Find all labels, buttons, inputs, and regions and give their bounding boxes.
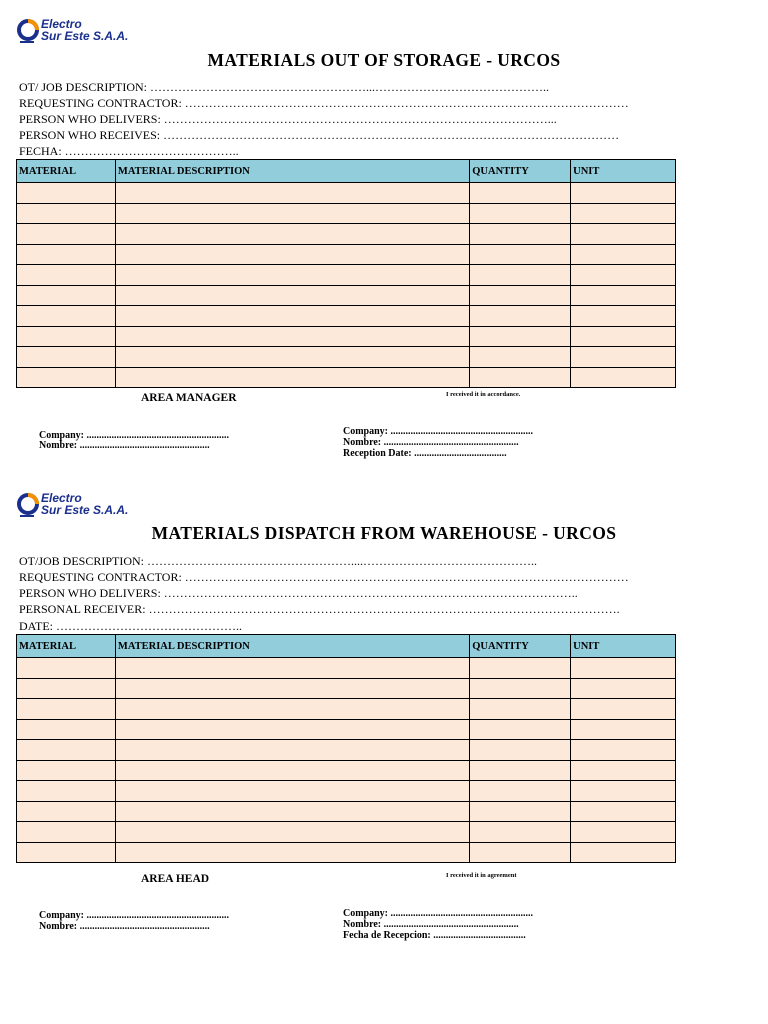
field-date: DATE: ……………………………………….. xyxy=(19,619,242,633)
cell-description[interactable] xyxy=(115,678,469,699)
cell-description[interactable] xyxy=(115,842,469,863)
cell-quantity[interactable] xyxy=(470,244,571,265)
column-header-description: MATERIAL DESCRIPTION xyxy=(115,635,469,658)
cell-unit[interactable] xyxy=(571,719,676,740)
cell-description[interactable] xyxy=(115,367,469,388)
signature-area-head: AREA HEAD xyxy=(141,873,210,885)
electro-logo-icon xyxy=(17,17,39,45)
cell-unit[interactable] xyxy=(571,822,676,843)
table-body xyxy=(17,658,676,863)
cell-quantity[interactable] xyxy=(470,842,571,863)
cell-unit[interactable] xyxy=(571,699,676,720)
cell-description[interactable] xyxy=(115,760,469,781)
table-row xyxy=(17,367,676,388)
cell-material[interactable] xyxy=(17,678,116,699)
cell-material[interactable] xyxy=(17,265,116,286)
cell-quantity[interactable] xyxy=(470,203,571,224)
cell-material[interactable] xyxy=(17,326,116,347)
cell-material[interactable] xyxy=(17,203,116,224)
cell-quantity[interactable] xyxy=(470,183,571,204)
cell-unit[interactable] xyxy=(571,678,676,699)
table-row xyxy=(17,822,676,843)
logo-line-2: Sur Este S.A.A. xyxy=(41,29,129,43)
cell-description[interactable] xyxy=(115,781,469,802)
column-header-unit: UNIT xyxy=(571,635,676,658)
logo-line-1: Electro xyxy=(41,17,82,31)
table-row xyxy=(17,781,676,802)
cell-unit[interactable] xyxy=(571,842,676,863)
cell-description[interactable] xyxy=(115,699,469,720)
cell-description[interactable] xyxy=(115,306,469,327)
right-name-line: Nombre: ...................................................... xyxy=(343,919,519,930)
table-header-row xyxy=(17,635,676,658)
cell-material[interactable] xyxy=(17,801,116,822)
cell-unit[interactable] xyxy=(571,760,676,781)
left-company-line: Company: ......................................................... xyxy=(39,910,230,921)
company-name xyxy=(41,18,128,42)
column-header-material: MATERIAL xyxy=(17,160,116,183)
cell-description[interactable] xyxy=(115,801,469,822)
cell-material[interactable] xyxy=(17,699,116,720)
cell-description[interactable] xyxy=(115,224,469,245)
table-row xyxy=(17,183,676,204)
cell-material[interactable] xyxy=(17,285,116,306)
cell-material[interactable] xyxy=(17,760,116,781)
table-row xyxy=(17,244,676,265)
cell-material[interactable] xyxy=(17,781,116,802)
cell-description[interactable] xyxy=(115,183,469,204)
table-row xyxy=(17,740,676,761)
form-title: MATERIALS OUT OF STORAGE - URCOS xyxy=(207,50,561,70)
cell-description[interactable] xyxy=(115,822,469,843)
cell-material[interactable] xyxy=(17,822,116,843)
table-row xyxy=(17,719,676,740)
cell-unit[interactable] xyxy=(571,265,676,286)
cell-description[interactable] xyxy=(115,203,469,224)
field-job-description: OT/JOB DESCRIPTION: ……………………………………………....…………………………………….. xyxy=(19,554,538,568)
cell-quantity[interactable] xyxy=(470,326,571,347)
table-row xyxy=(17,326,676,347)
cell-description[interactable] xyxy=(115,244,469,265)
field-person-receives: PERSON WHO RECEIVES: …………………………………………………………………………………………………… xyxy=(19,128,620,142)
field-requesting-contractor: REQUESTING CONTRACTOR: ………………………………………………………………………………………………… xyxy=(19,96,629,110)
left-name-line: Nombre: .................................................... xyxy=(39,440,210,451)
cell-quantity[interactable] xyxy=(470,760,571,781)
cell-quantity[interactable] xyxy=(470,678,571,699)
table-row xyxy=(17,658,676,679)
cell-quantity[interactable] xyxy=(470,822,571,843)
table-row xyxy=(17,203,676,224)
cell-unit[interactable] xyxy=(571,224,676,245)
right-company-line: Company: ......................................................... xyxy=(343,908,534,919)
cell-quantity[interactable] xyxy=(470,781,571,802)
materials-table xyxy=(16,159,676,388)
cell-quantity[interactable] xyxy=(470,740,571,761)
column-header-description: MATERIAL DESCRIPTION xyxy=(115,160,469,183)
column-header-material: MATERIAL xyxy=(17,635,116,658)
field-person-delivers: PERSON WHO DELIVERS: ………………………………………………………………………………………….. xyxy=(19,586,578,600)
cell-description[interactable] xyxy=(115,740,469,761)
cell-unit[interactable] xyxy=(571,658,676,679)
cell-description[interactable] xyxy=(115,285,469,306)
company-logo xyxy=(17,491,128,519)
materials-table xyxy=(16,634,676,863)
table-row xyxy=(17,801,676,822)
cell-unit[interactable] xyxy=(571,326,676,347)
cell-description[interactable] xyxy=(115,347,469,368)
company-name xyxy=(41,492,128,516)
cell-unit[interactable] xyxy=(571,367,676,388)
form-title: MATERIALS DISPATCH FROM WAREHOUSE - URCOS xyxy=(151,523,617,543)
received-note: I received it in agreement xyxy=(446,872,517,879)
table-row xyxy=(17,347,676,368)
cell-quantity[interactable] xyxy=(470,265,571,286)
cell-quantity[interactable] xyxy=(470,347,571,368)
cell-material[interactable] xyxy=(17,244,116,265)
cell-material[interactable] xyxy=(17,740,116,761)
logo-line-1: Electro xyxy=(41,491,82,505)
cell-description[interactable] xyxy=(115,658,469,679)
cell-description[interactable] xyxy=(115,719,469,740)
table-row xyxy=(17,760,676,781)
field-personal-receiver: PERSONAL RECEIVER: ………………………………………………………………………………………………………. xyxy=(19,602,620,616)
field-date: FECHA: …………………………………….. xyxy=(19,144,239,158)
right-name-line: Nombre: ...................................................... xyxy=(343,437,519,448)
left-company-line: Company: ......................................................... xyxy=(39,430,230,441)
logo-line-2: Sur Este S.A.A. xyxy=(41,503,129,517)
cell-material[interactable] xyxy=(17,719,116,740)
field-requesting-contractor: REQUESTING CONTRACTOR: ………………………………………………………………………………………………… xyxy=(19,570,629,584)
cell-unit[interactable] xyxy=(571,801,676,822)
table-row xyxy=(17,699,676,720)
cell-quantity[interactable] xyxy=(470,367,571,388)
cell-unit[interactable] xyxy=(571,183,676,204)
field-job-description: OT/ JOB DESCRIPTION: ………………………………………………...…………………………………….. xyxy=(19,80,550,94)
column-header-unit: UNIT xyxy=(571,160,676,183)
cell-quantity[interactable] xyxy=(470,306,571,327)
table-header-row xyxy=(17,160,676,183)
signature-area-manager: AREA MANAGER xyxy=(141,392,237,404)
cell-material[interactable] xyxy=(17,367,116,388)
table-row xyxy=(17,224,676,245)
cell-material[interactable] xyxy=(17,224,116,245)
cell-material[interactable] xyxy=(17,658,116,679)
right-reception-date-line: Fecha de Recepcion: ..................................... xyxy=(343,930,526,941)
table-row xyxy=(17,285,676,306)
electro-logo-icon xyxy=(17,491,39,519)
cell-description[interactable] xyxy=(115,265,469,286)
table-row xyxy=(17,678,676,699)
table-body xyxy=(17,183,676,388)
table-row xyxy=(17,265,676,286)
right-reception-date-line: Reception Date: ..................................... xyxy=(343,448,507,459)
right-company-line: Company: ......................................................... xyxy=(343,426,534,437)
left-name-line: Nombre: .................................................... xyxy=(39,921,210,932)
cell-quantity[interactable] xyxy=(470,699,571,720)
cell-quantity[interactable] xyxy=(470,224,571,245)
cell-material[interactable] xyxy=(17,306,116,327)
received-note: I received it in accordance. xyxy=(446,391,521,398)
cell-quantity[interactable] xyxy=(470,719,571,740)
cell-material[interactable] xyxy=(17,842,116,863)
cell-unit[interactable] xyxy=(571,306,676,327)
cell-quantity[interactable] xyxy=(470,658,571,679)
cell-unit[interactable] xyxy=(571,285,676,306)
company-logo xyxy=(17,17,128,45)
cell-quantity[interactable] xyxy=(470,801,571,822)
column-header-quantity: QUANTITY xyxy=(470,160,571,183)
cell-unit[interactable] xyxy=(571,781,676,802)
cell-material[interactable] xyxy=(17,183,116,204)
column-header-quantity: QUANTITY xyxy=(470,635,571,658)
cell-unit[interactable] xyxy=(571,203,676,224)
cell-unit[interactable] xyxy=(571,740,676,761)
cell-unit[interactable] xyxy=(571,347,676,368)
table-row xyxy=(17,306,676,327)
cell-material[interactable] xyxy=(17,347,116,368)
cell-quantity[interactable] xyxy=(470,285,571,306)
cell-unit[interactable] xyxy=(571,244,676,265)
field-person-delivers: PERSON WHO DELIVERS: ……………………………………………………………………………………... xyxy=(19,112,557,126)
table-row xyxy=(17,842,676,863)
cell-description[interactable] xyxy=(115,326,469,347)
